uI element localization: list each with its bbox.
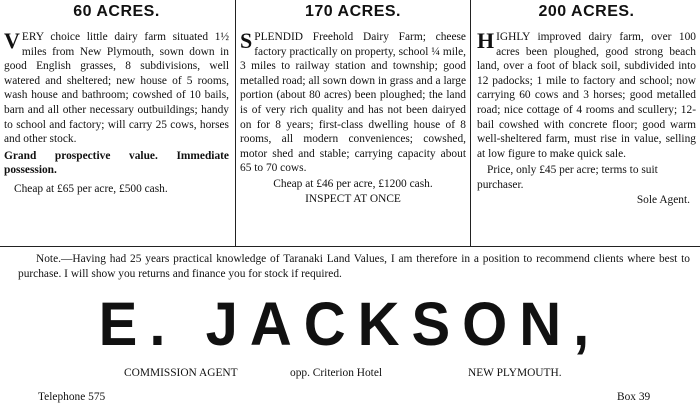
listing-price: Cheap at £46 per acre, £1200 cash. — [273, 177, 433, 190]
agent-title: COMMISSION AGENT — [124, 367, 238, 379]
agent-address: opp. Criterion Hotel — [290, 367, 383, 379]
listing-description: IGHLY improved dairy farm, over 100 acres been ploughed, good strong beach land, over a foot of black soil, subdivided into 12 padocks; 1 mile to factory and school; now carrying 60 cows and 3 horses; good metalled road; nice cottage of 4 rooms and scullery; 12-bail cowshed with concrete floor; good warm well-sheltered farm, must rise in value, selling at low figure to make quick sale. — [477, 31, 696, 160]
agent-note: Note.—Having had 25 years practical knowledge of Taranaki Land Values, I am therefore in a position to recommend clients where best to purchase. I will show you returns and finance you for stock if required. — [18, 253, 690, 280]
agent-name: E. JACKSON, — [98, 290, 602, 359]
listing-description: ERY choice little dairy farm situated 1½ miles from New Plymouth, sown down in good English grasses, 8 subdivisions, well watered and sheltered; new house of 5 rooms, wash house and bathroom; cowshed of 10 bails, barn and all other necessary outbuildings; handy to school and factory; will carry 25 cows, horses and other stock. — [4, 31, 229, 146]
listing-body — [477, 30, 696, 161]
divider — [0, 246, 700, 247]
listing-body — [4, 30, 229, 147]
listing-cta: INSPECT AT ONCE — [305, 192, 401, 205]
listing-body — [240, 30, 466, 176]
agent-town: NEW PLYMOUTH. — [468, 367, 562, 379]
listing-price: Cheap at £65 per acre, £500 cash. — [14, 182, 168, 195]
telephone-number: Telephone 575 — [38, 391, 106, 403]
drop-cap: V — [4, 28, 20, 53]
listing-heading: 60 ACRES. — [73, 3, 160, 20]
listing-200-acres — [473, 0, 700, 246]
listing-170-acres — [235, 0, 471, 246]
box-number: Box 39 — [617, 391, 651, 403]
listing-price: Price, only £45 per acre; terms to suit purchaser. — [477, 164, 658, 191]
listing-description: PLENDID Freehold Dairy Farm; cheese factory practically on property, school ¼ mile, 3 miles to railway station and township; good metalled road; all sown down in grass and a large portion (about 80 acres) been ploughed; the land is of very rich quality and has not been dairyed on for 8 years; first-class dwelling house of 8 rooms, all modern conveniences; cowshed, motor shed and stable; carrying capacity about 65 to 70 cows. — [240, 31, 466, 175]
listing-heading: 170 ACRES. — [305, 3, 401, 20]
listing-highlight: Grand prospective value. Immediate possession. — [4, 149, 229, 177]
listing-60-acres — [0, 0, 233, 246]
drop-cap: S — [240, 28, 253, 53]
drop-cap: H — [477, 28, 495, 53]
listing-heading: 200 ACRES. — [538, 3, 635, 20]
sole-agent-tag: Sole Agent. — [636, 193, 690, 206]
